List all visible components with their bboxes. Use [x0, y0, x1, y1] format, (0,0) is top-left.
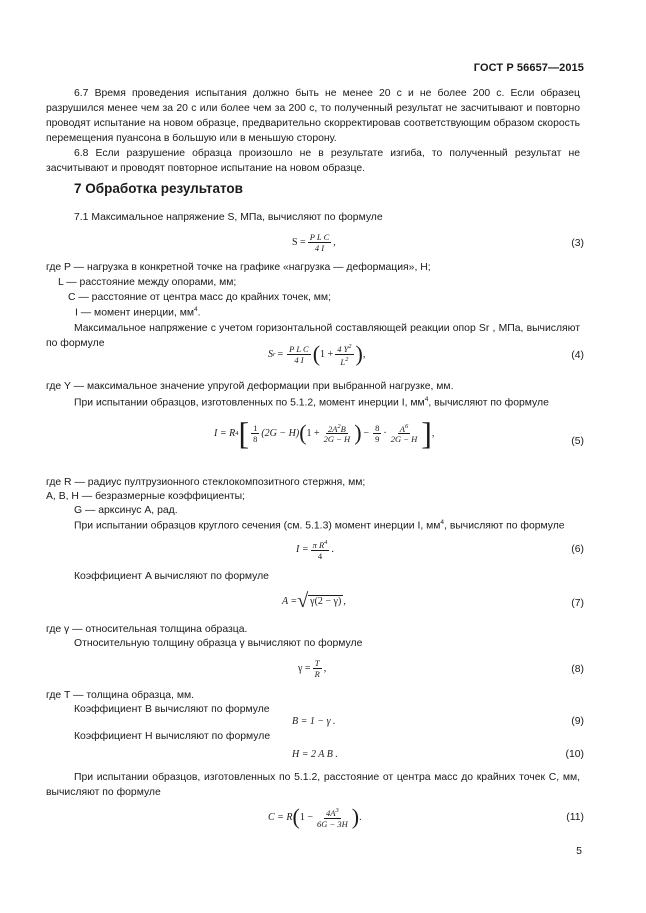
moment-512-text: При испытании образцов, изготовленных по 5.1.2, момент инерции I, мм [74, 397, 425, 409]
page-number: 5 [576, 845, 582, 857]
eq4-denominator: 4 I [294, 354, 304, 365]
moment-513-sup: 4 [440, 519, 445, 526]
eq5-dot: · [383, 427, 387, 439]
equation-8-number: (8) [571, 664, 584, 675]
eq4-inner-fraction [335, 342, 353, 367]
eq8-fraction: $\frac{T}{R}$ [314, 658, 320, 679]
where-L: L — расстояние между опорами, мм; [58, 277, 237, 288]
eq7-sqrt [297, 592, 343, 610]
paragraph-coef-B: Коэффициент B вычисляют по формуле [74, 704, 270, 715]
moment-513-end: , вычисляют по формуле [444, 520, 565, 532]
where-I-end: . [197, 307, 201, 319]
sqrt-icon: √ [297, 590, 309, 612]
eq4-lhs: S [268, 348, 273, 360]
equation-6-number: (6) [571, 544, 584, 555]
eq11-one: 1 − [299, 811, 313, 823]
eq3-lhs: S = [292, 237, 306, 248]
document-id: ГОСТ Р 56657—2015 [473, 62, 584, 74]
where-R: где R — радиус пултрузионного стеклокомпозитного стержня, мм; [46, 477, 366, 488]
where-I-sup: 4 [194, 306, 198, 313]
equation-4 [268, 342, 365, 367]
moment-512-end: , вычисляют по формуле [428, 397, 549, 409]
paragraph-6-7: 6.7 Время проведения испытания должно быть не менее 20 с и не более 200 с. Если образец разрушился менее чем за 20 с или более чем за 200 с, то полученный результат не засчитывают и повторно проводят испытание на новом образце, предварительно скорректировав соответствующим образом скорость перемещения пуансона в большую или в меньшую сторону. [46, 88, 580, 144]
eq11-fraction: $\frac{4A^3}{6G - 3H}$ [317, 807, 348, 829]
equation-9: B = 1 − γ . [292, 716, 336, 727]
eq5-minus: − [363, 427, 370, 439]
eq4-inner-numerator: 4 $Y^2$ [337, 343, 352, 354]
paragraph-moment-513 [74, 519, 565, 531]
eq7-lhs: A = [282, 595, 298, 607]
moment-512-sup: 4 [424, 396, 429, 403]
equation-5 [214, 415, 435, 451]
eq7-tail: , [343, 595, 346, 607]
eq4-tail: , [362, 348, 366, 360]
eq4-paren-close: ) [355, 341, 363, 367]
equation-9-number: (9) [571, 716, 584, 727]
paragraph-rel-thickness: Относительную толщину образца γ вычисляют по формуле [74, 638, 363, 649]
paragraph-max-sr: Максимальное напряжение с учетом горизонтальной составляющей реакции опор Sr , МПа, вычисляют по формуле [46, 323, 580, 349]
eq11-paren-close: ) [351, 804, 360, 830]
where-gamma: где γ — относительная толщина образца. [46, 624, 248, 635]
equation-3-number: (3) [571, 238, 584, 249]
eq5-paren-open: ( [299, 420, 307, 445]
eq3-tail: , [333, 237, 336, 248]
equation-4-number: (4) [571, 350, 584, 361]
equation-10: H = 2 A B . [292, 749, 338, 760]
eq5-bracket-open: [ [238, 415, 250, 451]
eq3-numerator: P L C [309, 232, 330, 242]
eq3-fraction [308, 232, 332, 253]
eq6-lhs: I = [296, 543, 309, 555]
eq5-bracket-close: ] [421, 415, 432, 451]
section-heading: 7 Обработка результатов [74, 181, 243, 196]
where-T: где T — толщина образца, мм. [46, 690, 194, 701]
eq3-denominator: 4 I [314, 243, 325, 253]
eq4-one: 1 + [320, 348, 334, 360]
eq4-fraction [287, 344, 311, 365]
eq8-tail: , [323, 663, 327, 674]
equation-3 [292, 232, 336, 253]
where-C: C — расстояние от центра масс до крайних точек, мм; [68, 292, 331, 303]
eq7-sqrt-body: γ(2 − γ) [310, 596, 342, 607]
equation-5-number: (5) [571, 436, 584, 447]
equation-10-number: (10) [565, 749, 584, 760]
eq4-numerator: P L C [289, 343, 309, 354]
eq5-frac2: $\frac{2A^2B}{2G - H}$ [323, 422, 351, 445]
eq4-eq: = [277, 348, 284, 360]
eq5-tail: , [431, 427, 435, 439]
paragraph-coef-A: Коэффициент A вычисляют по формуле [74, 571, 269, 582]
eq5-lhs-sup: 4 [235, 429, 239, 437]
where-ABH: A, B, H — безразмерные коэффициенты; [46, 491, 246, 502]
eq6-fraction: $\frac{\pi R^4}{4}$ [312, 539, 328, 561]
eq4-paren-open: ( [312, 341, 321, 367]
equation-8 [298, 658, 326, 679]
paragraph-moment-512 [74, 396, 549, 408]
where-I-text: I — момент инерции, мм [75, 307, 195, 319]
eq11-paren-open: ( [292, 804, 300, 830]
paragraph-dist-C: При испытании образцов, изготовленных по 5.1.2, расстояние от центра масс до крайних точек C, мм, вычисляют по формуле [46, 772, 580, 798]
eq5-frac1: $\frac{1}{8}$ [253, 422, 258, 444]
eq4-inner-denominator: $L^2$ [340, 355, 349, 367]
where-I [75, 306, 201, 318]
equation-7 [282, 592, 346, 610]
where-P: где P — нагрузка в конкретной точке на графике «нагрузка — деформация», Н; [46, 262, 431, 273]
eq8-lhs: γ = [298, 663, 311, 674]
eq5-mid: (2G − H) [261, 427, 300, 439]
equation-11-number: (11) [566, 812, 584, 823]
where-Y: где Y — максимальное значение упругой деформации при выбранной нагрузке, мм. [46, 381, 454, 392]
eq5-paren-close: ) [354, 420, 362, 445]
eq4-lhs-sub: r [273, 350, 276, 358]
eq5-frac3: $\frac{8}{9}$ [375, 422, 380, 444]
paragraph-coef-H: Коэффициент H вычисляют по формуле [74, 731, 271, 742]
equation-7-number: (7) [571, 598, 584, 609]
eq6-tail: . [331, 543, 334, 555]
paragraph-6-8: 6.8 Если разрушение образца произошло не в результате изгиба, то полученный результат не засчитывают и проводят повторное испытание на новом образце. [46, 148, 580, 174]
eq5-one: 1 + [306, 427, 320, 439]
equation-6 [296, 538, 334, 561]
eq5-lhs: I = R [214, 427, 236, 439]
eq11-lhs: C = R [268, 811, 293, 823]
where-G: G — арксинус A, рад. [74, 505, 178, 516]
eq5-frac4: $\frac{A^6}{2G - H}$ [390, 422, 418, 445]
moment-513-text: При испытании образцов круглого сечения (см. 5.1.3) момент инерции I, мм [74, 520, 441, 532]
equation-11 [268, 806, 362, 829]
eq11-tail: . [359, 811, 362, 823]
paragraph-7-1: 7.1 Максимальное напряжение S, МПа, вычисляют по формуле [74, 212, 383, 223]
